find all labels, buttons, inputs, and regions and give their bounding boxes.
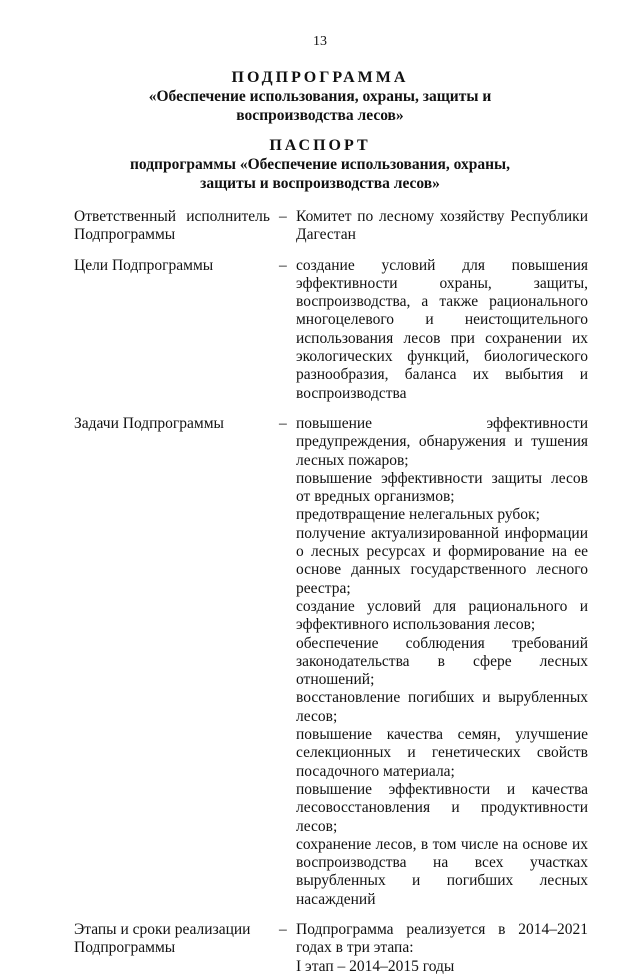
task-item: сохранение лесов, в том числе на основе их воспроизводства на всех участках вырубленных и погибших лесных насаждений — [296, 835, 588, 908]
row-label-line-1: Этапы и сроки реализации — [74, 920, 251, 938]
row-label: Задачи Подпрограммы — [74, 414, 224, 432]
row-dash: – — [279, 920, 287, 938]
row-label-line-2: Подпрограммы — [74, 226, 176, 244]
task-item: создание условий для рационального и эффективного использования лесов; — [296, 597, 588, 634]
row-stages — [0, 921, 640, 976]
heading-line-3: воспроизводства лесов» — [236, 107, 404, 124]
row-goals — [0, 257, 640, 403]
row-content — [296, 921, 588, 976]
row-dash: – — [279, 208, 287, 225]
stages-text: Подпрограмма реализуется в 2014–2021 годах в три этапа: — [296, 920, 588, 957]
passport-title: ПАСПОРТ — [269, 137, 371, 154]
task-item: повышение эффективности предупреждения, обнаружения и тушения лесных пожаров; — [296, 414, 588, 469]
heading-line-2: «Обеспечение использования, охраны, защиты и — [148, 88, 492, 105]
task-item: повышение эффективности и качества лесовосстановления и продуктивности лесов; — [296, 780, 588, 835]
task-item: предотвращение нелегальных рубок; — [296, 506, 540, 524]
task-item: обеспечение соблюдения требований законодательства в сфере лесных отношений; — [296, 634, 588, 689]
task-item: повышение эффективности защиты лесов от вредных организмов; — [296, 469, 588, 506]
row-label: Цели Подпрограммы — [74, 256, 214, 274]
stage-item: I этап – 2014–2015 годы — [296, 957, 455, 975]
task-item: повышение качества семян, улучшение селекционных и генетических свойств посадочного материала; — [296, 726, 588, 780]
row-content: Комитет по лесному хозяйству Республики Дагестан — [296, 208, 588, 244]
passport-heading — [0, 136, 640, 193]
row-label-line-2: Подпрограммы — [74, 939, 176, 957]
row-label — [74, 208, 270, 245]
passport-line-2: подпрограммы «Обеспечение использования, охраны, — [129, 156, 511, 173]
task-item: получение актуализированной информации о лесных ресурсах и формирование на ее основе данных государственного лесного реестра; — [296, 524, 588, 597]
row-dash: – — [279, 256, 287, 274]
row-label — [74, 921, 270, 958]
passport-line-3: защиты и воспроизводства лесов» — [200, 175, 440, 192]
row-tasks — [0, 415, 640, 909]
subprogram-heading — [0, 68, 640, 125]
row-label-line-1: Ответственный исполнитель — [74, 208, 270, 225]
row-dash: – — [279, 414, 287, 432]
row-content — [296, 415, 588, 909]
page-number: 13 — [313, 34, 327, 49]
heading-title: ПОДПРОГРАММА — [231, 69, 409, 86]
passport-table — [0, 208, 640, 976]
row-responsible — [0, 208, 640, 245]
row-content: создание условий для повышения эффективности охраны, защиты, воспроизводства, а также рационального многоцелевого и неистощительного использования лесов при сохранении их экологических функций, биологического разнообразия, баланса их выбытия и воспроизводства — [296, 256, 588, 402]
task-item: восстановление погибших и вырубленных лесов; — [296, 689, 588, 725]
